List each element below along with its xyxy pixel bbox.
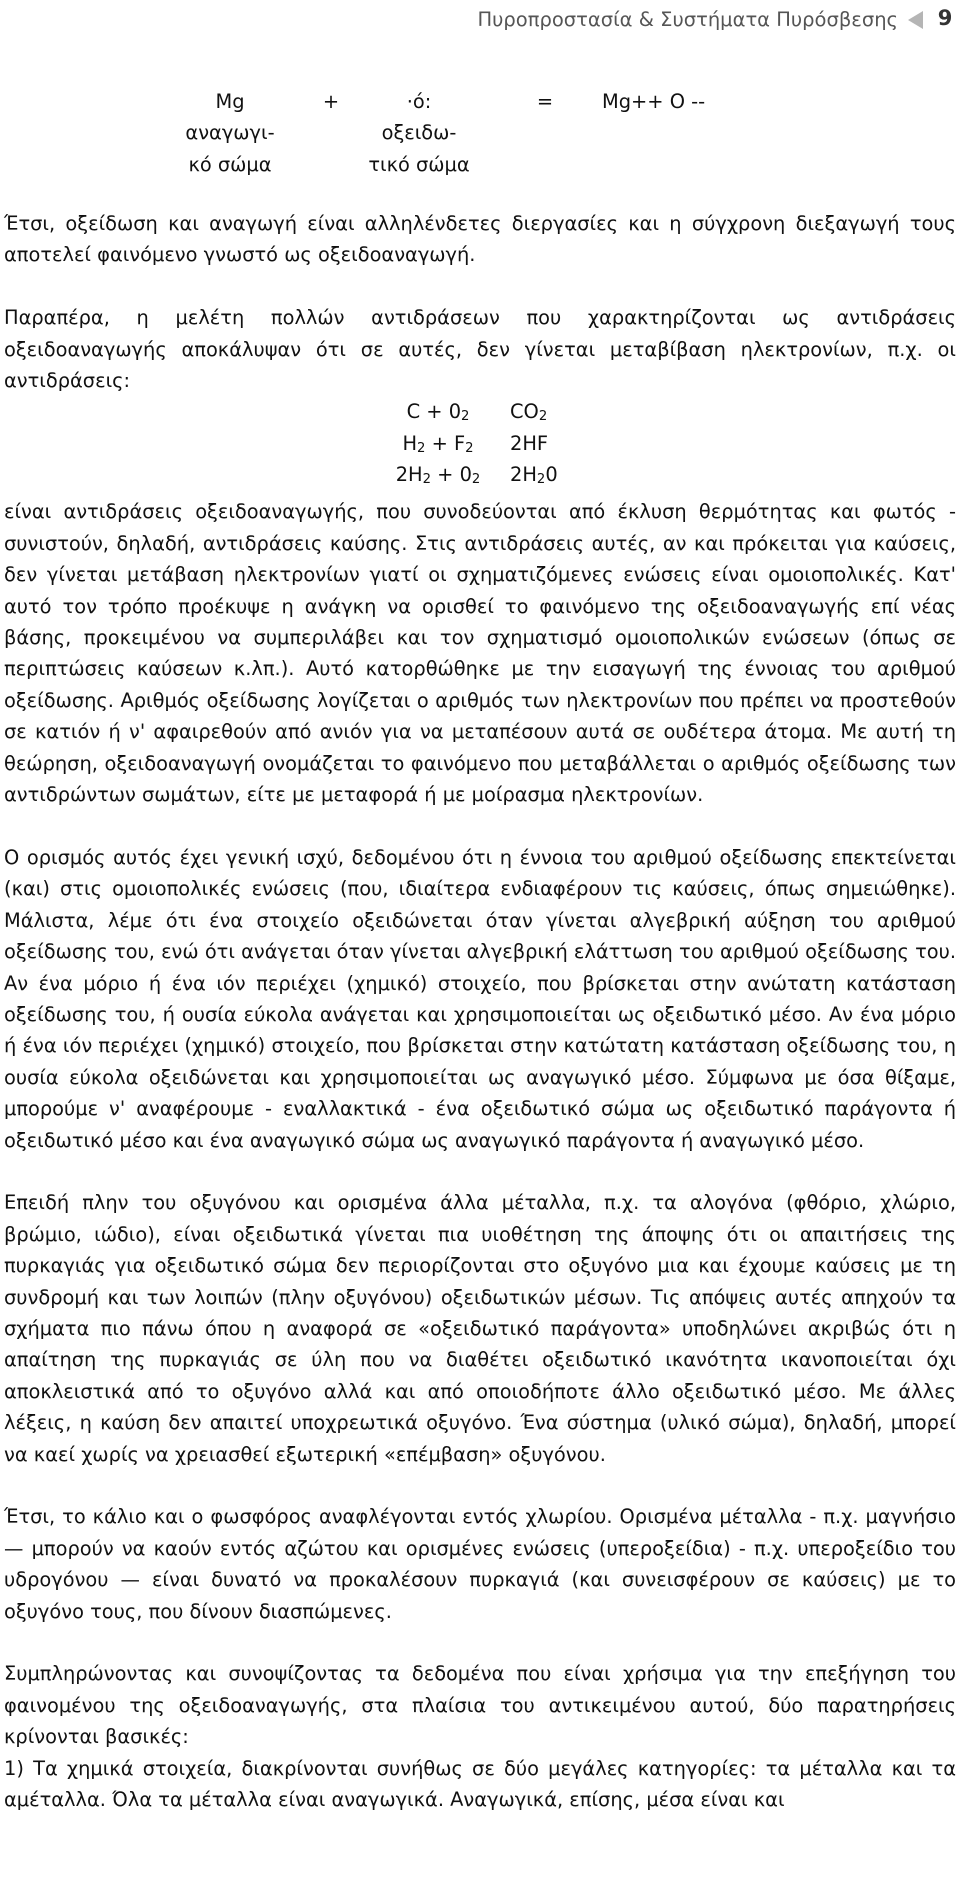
reaction-row bbox=[4, 459, 956, 490]
equation-plus: + bbox=[322, 90, 340, 113]
page-header bbox=[0, 0, 960, 38]
page-number: 9 bbox=[937, 6, 953, 30]
reaction-products: 2HF bbox=[510, 431, 549, 455]
equation-term-mg: Mg bbox=[215, 90, 245, 113]
triangle-left-icon bbox=[908, 11, 923, 29]
reaction-reactants: $H_2 + F_2$ bbox=[402, 431, 474, 456]
reducing-agent-caption-line2: κό σώμα bbox=[188, 152, 272, 176]
paragraph-redox-intro: Έτσι, οξείδωση και αναγωγή είναι αλληλένδετες διεργασίες και η σύγχρονη διεξαγωγή τους αποτελεί φαινόμενο γνωστό ως οξειδοαναγωγή. bbox=[4, 212, 956, 267]
reaction-list bbox=[4, 396, 956, 496]
equation-equals: = bbox=[536, 90, 554, 113]
reaction-row bbox=[4, 396, 956, 427]
running-header-title: Πυροπροστασία & Συστήματα Πυρόσβεσης bbox=[477, 8, 898, 31]
paragraph-summary-intro: Συμπληρώνοντας και συνοψίζοντας τα δεδομένα που είναι χρήσιμα για την επεξήγηση του φαινομένου της οξειδοαναγωγής, στα πλαίσια του αντικειμένου αυτού, δύο παρατηρήσεις κρίνονται βασικές: bbox=[4, 1662, 956, 1749]
reaction-products: $2H_20$ bbox=[510, 463, 558, 488]
oxidizing-agent-caption-line2: τικό σώμα bbox=[368, 152, 470, 176]
reducing-agent-caption-line1: αναγωγι- bbox=[185, 121, 275, 145]
reaction-row bbox=[4, 428, 956, 459]
equation-term-oxygen: ·ó: bbox=[406, 90, 432, 113]
reaction-reactants: $2H_2 + 0_2$ bbox=[395, 463, 481, 488]
paragraph-general-definition: Ο ορισμός αυτός έχει γενική ισχύ, δεδομένου ότι η έννοια του αριθμού οξείδωσης επεκτείνεται (και) στις ομοιοπολικές ενώσεις (που, ιδιαίτερα ενδιαφέρουν τις καύσεις, όπως σημειώθηκε). Μάλιστα, λέμε ότι ένα στοιχείο οξειδώνεται όταν γίνεται αλγεβρική αύξηση του αριθμού οξείδωσης του, ενώ ότι ανάγεται όταν γίνεται αλγεβρική ελάττωση του αριθμού οξείδωσης του. Αν ένα μόριο ή ένα ιόν περιέχει (χημικό) στοιχείο, που βρίσκεται στην ανώτατη κατάσταση οξείδωσης του, ή ουσία εύκολα ανάγεται και χρησιμοποιείται ως οξειδωτικό μέσο. Αν ένα μόριο ή ένα ιόν περιέχει (χημικό) στοιχείο, που βρίσκεται στην κατώτατη κατάσταση οξείδωσης του, η ουσία εύκολα οξειδώνεται και χρησιμοποιείται ως αναγωγικό μέσο. Σύμφωνα με όσα θίξαμε, μπορούμε ν' αναφέρουμε - εναλλακτικά - ένα οξειδωτικό σώμα ως οξειδωτικό παράγοντα ή οξειδωτικό μέσο και ένα αναγωγικό σώμα ως αναγωγικό παράγοντα ή αναγωγικό μέσο. bbox=[4, 845, 956, 1152]
paragraph-oxidation-number: είναι αντιδράσεις οξειδοαναγωγής, που συνοδεύονται από έκλυση θερμότητας και φωτός - συνιστούν, δηλαδή, αντιδράσεις καύσης. Στις αντιδράσεις αυτές, αν και πρόκειται για καύσεις, δεν γίνεται μετάβαση ηλεκτρονίων γιατί οι σχηματιζόμενες ενώσεις είναι ομοιοπολικές. Κατ' αυτό τον τρόπο προέκυψε η ανάγκη να ορισθεί το φαινόμενο της οξειδοαναγωγής επί νέας βάσης, προκειμένου να συμπεριλάβει και τον σχηματισμό ομοιοπολικών ενώσεων (όπως σε περιπτώσεις καύσεων κ.λπ.). Αυτό κατορθώθηκε με την εισαγωγή της έννοιας του αριθμού οξείδωσης. Αριθμός οξείδωσης λογίζεται ο αριθμός των ηλεκτρονίων που πρέπει να προστεθούν σε κατιόν ή ν' αφαιρεθούν από ανιόν για να μεταπέσουν αυτά σε ουδέτερα άτομα. Με αυτή τη θεώρηση, οξειδοαναγωγή ονομάζεται το φαινόμενο που μεταβάλλεται ο αριθμός οξείδωσης των αντιδρώντων σωμάτων, είτε με μεταφορά ή με μοίρασμα ηλεκτρονίων. bbox=[4, 500, 956, 807]
oxidizing-agent-term bbox=[344, 86, 494, 180]
paragraph-observation-1: 1) Τα χημικά στοιχεία, διακρίνονται συνήθως σε δύο μεγάλες κατηγορίες: τα μέταλλα και τα αμέταλλα. Όλα τα μέταλλα είναι αναγωγικά. Αναγωγικά, επίσης, μέσα είναι και bbox=[4, 1756, 956, 1812]
paragraph-other-oxidizers: Επειδή πλην του οξυγόνου και ορισμένα άλλα μέταλλα, π.χ. τα αλογόνα (φθόριο, χλώριο, βρώμιο, ιώδιο), είναι οξειδωτικά γίνεται πια υιοθέτηση της άποψης ότι οι απαιτήσεις της πυρκαγιάς για οξειδωτικό σώμα δεν περιορίζονται στο οξυγόνο μια και έχουμε καύσεις με τη συνδρομή και των λοιπών (πλην οξυγόνου) οξειδωτικών μέσων. Τις απόψεις αυτές απηχούν τα σχήματα πιο πάνω όπου η αναφορά σε «οξειδωτικό παράγοντα» υποδηλώνει ακριβώς ότι η απαίτηση της πυρκαγιάς σε ύλη που να διαθέτει οξειδωτικό ικανότητα ικανοποιείται όχι αποκλειστικά από το οξυγόνο αλλά και από οποιοδήποτε άλλο οξειδωτικό μέσο. Με άλλες λέξεις, η καύση δεν απαιτεί υποχρεωτικά οξυγόνο. Ένα σύστημα (υλικό σώμα), δηλαδή, μπορεί να καεί χωρίς να χρειασθεί εξωτερική «επέμβαση» οξυγόνου. bbox=[4, 1191, 956, 1466]
reducing-agent-term bbox=[180, 86, 280, 180]
paragraph-electron-transfer: Παραπέρα, η μελέτη πολλών αντιδράσεων που χαρακτηρίζονται ως αντιδράσεις οξειδοαναγωγής αποκάλυψαν ότι σε αυτές, δεν γίνεται μεταβίβαση ηλεκτρονίων, π.χ. οι αντιδράσεις: bbox=[4, 306, 956, 393]
oxidizing-agent-caption-line1: οξειδω- bbox=[381, 121, 457, 145]
reaction-reactants: $C + 0_2$ bbox=[406, 400, 470, 425]
reaction-products: $CO_2$ bbox=[510, 400, 548, 425]
page-content bbox=[4, 90, 956, 1815]
equation-product: Mg++ O -- bbox=[602, 90, 706, 113]
paragraph-examples: Έτσι, το κάλιο και ο φωσφόρος αναφλέγονται εντός χλωρίου. Ορισμένα μέταλλα - π.χ. μαγνήσιο — μπορούν να καούν εντός αζώτου και ορισμένες ενώσεις (υπεροξείδια) - π.χ. υπεροξείδιο του υδρογόνου — είναι δυνατό να προκαλέσουν πυρκαγιά (και συνεισφέρουν σε καύσεις) με το οξυγόνο τους, που δίνουν διασπώμενες. bbox=[4, 1505, 956, 1623]
redox-equation bbox=[4, 90, 956, 192]
